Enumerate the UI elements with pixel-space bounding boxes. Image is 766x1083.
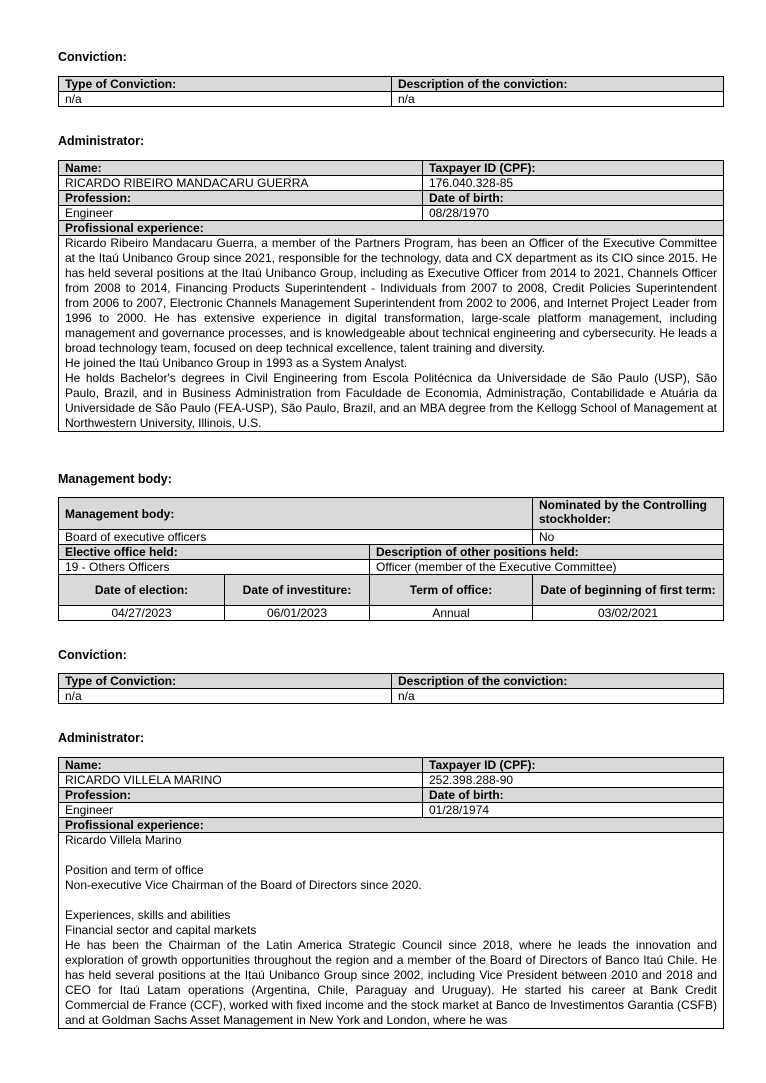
first-term-header: Date of beginning of first term: xyxy=(533,575,724,606)
name-value: RICARDO VILLELA MARINO xyxy=(59,773,423,788)
management-table xyxy=(58,497,724,621)
experience-header: Profissional experience: xyxy=(59,221,724,236)
cpf-header: Taxpayer ID (CPF): xyxy=(423,161,724,176)
other-positions-header: Description of other positions held: xyxy=(370,545,724,560)
experience-line: Financial sector and capital markets xyxy=(65,923,257,937)
experience-text xyxy=(59,236,724,432)
administrator-section-title: Administrator: xyxy=(58,134,145,148)
dob-value: 01/28/1974 xyxy=(423,803,724,818)
cpf-value: 176.040.328-85 xyxy=(423,176,724,191)
experience-line: Ricardo Villela Marino xyxy=(65,833,182,847)
spacer xyxy=(65,893,717,908)
spacer xyxy=(65,848,717,863)
first-term-value: 03/02/2021 xyxy=(533,606,724,621)
conviction-type-value: n/a xyxy=(59,92,392,107)
conviction-description-value: n/a xyxy=(392,689,724,704)
name-header: Name: xyxy=(59,161,423,176)
nominated-value: No xyxy=(533,530,724,545)
election-date-value: 04/27/2023 xyxy=(59,606,225,621)
experience-paragraph: He joined the Itaú Unibanco Group in 1993 as a System Analyst. xyxy=(65,356,408,370)
profession-header: Profession: xyxy=(59,191,423,206)
term-value: Annual xyxy=(370,606,533,621)
management-section-title: Management body: xyxy=(58,472,172,486)
cpf-header: Taxpayer ID (CPF): xyxy=(423,758,724,773)
conviction-description-header: Description of the conviction: xyxy=(392,77,724,92)
conviction-description-header: Description of the conviction: xyxy=(392,674,724,689)
elective-office-header: Elective office held: xyxy=(59,545,370,560)
management-body-value: Board of executive officers xyxy=(59,530,533,545)
profession-value: Engineer xyxy=(59,803,423,818)
other-positions-value: Officer (member of the Executive Committee) xyxy=(370,560,724,575)
profession-header: Profession: xyxy=(59,788,423,803)
elective-office-value: 19 - Others Officers xyxy=(59,560,370,575)
experience-paragraph: He holds Bachelor's degrees in Civil Engineering from Escola Politécnica da Universidade de São Paulo (USP), São Paulo, Brazil, and in Business Administration from Faculdade de Economia, Administração, Contabilidade e Atuária da Universidade de São Paulo (FEA-USP), São Paulo, Brazil, and an MBA degree from the Kellogg School of Management at Northwestern University, Illinois, U.S. xyxy=(65,371,717,430)
experience-text xyxy=(59,833,724,1029)
investiture-date-header: Date of investiture: xyxy=(225,575,370,606)
conviction-table xyxy=(58,76,724,107)
dob-header: Date of birth: xyxy=(423,788,724,803)
administrator-section-title: Administrator: xyxy=(58,731,145,745)
experience-paragraph: Ricardo Ribeiro Mandacaru Guerra, a member of the Partners Program, has been an Officer of the Executive Committee at the Itaú Unibanco Group since 2021, responsible for the technology, data and CX department as its CIO since 2015. He has held several positions at the Itaú Unibanco Group, including as Executive Officer from 2014 to 2021, Channels Officer from 2008 to 2014, Financing Products Superintendent - Individuals from 2007 to 2008, Credit Policies Superintendent from 2006 to 2007, Electronic Channels Management Superintendent from 2002 to 2006, and Internet Project Leader from 1996 to 2000. He has extensive experience in digital transformation, large-scale platform management, including management and governance processes, and is knowledgeable about technical engineering and cybersecurity. He leads a broad technology team, focused on deep technical excellence, talent training and diversity. xyxy=(65,236,717,355)
experience-line: Position and term of office xyxy=(65,863,204,877)
conviction-type-header: Type of Conviction: xyxy=(59,674,392,689)
name-value: RICARDO RIBEIRO MANDACARU GUERRA xyxy=(59,176,423,191)
administrator-table xyxy=(58,757,724,1029)
term-header: Term of office: xyxy=(370,575,533,606)
profession-value: Engineer xyxy=(59,206,423,221)
conviction-type-header: Type of Conviction: xyxy=(59,77,392,92)
cpf-value: 252.398.288-90 xyxy=(423,773,724,788)
administrator-table xyxy=(58,160,724,432)
nominated-header: Nominated by the Controlling stockholder: xyxy=(533,498,724,530)
investiture-date-value: 06/01/2023 xyxy=(225,606,370,621)
management-body-header: Management body: xyxy=(59,498,533,530)
experience-line: Experiences, skills and abilities xyxy=(65,908,231,922)
dob-header: Date of birth: xyxy=(423,191,724,206)
name-header: Name: xyxy=(59,758,423,773)
conviction-table xyxy=(58,673,724,704)
dob-value: 08/28/1970 xyxy=(423,206,724,221)
experience-header: Profissional experience: xyxy=(59,818,724,833)
conviction-section-title: Conviction: xyxy=(58,50,127,64)
experience-paragraph: He has been the Chairman of the Latin America Strategic Council since 2018, where he leads the innovation and exploration of growth opportunities throughout the region and a member of the Board of Directors of Banco Itaú Chile. He has held several positions at the Itaú Unibanco Group since 2002, including Vice President between 2010 and 2018 and CEO for Itaú Latam operations (Argentina, Chile, Paraguay and Uruguay). He started his career at Bank Credit Commercial de France (CCF), worked with fixed income and the stock market at Banco de Investimentos Garantia (CSFB) and at Goldman Sachs Asset Management in New York and London, where he was xyxy=(65,938,717,1027)
election-date-header: Date of election: xyxy=(59,575,225,606)
conviction-type-value: n/a xyxy=(59,689,392,704)
conviction-section-title: Conviction: xyxy=(58,648,127,662)
conviction-description-value: n/a xyxy=(392,92,724,107)
experience-line: Non-executive Vice Chairman of the Board of Directors since 2020. xyxy=(65,878,422,892)
